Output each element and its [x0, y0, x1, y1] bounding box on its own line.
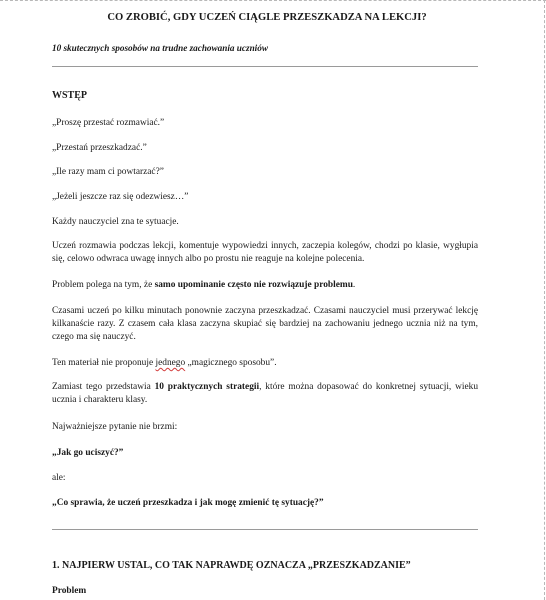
- spellcheck-underlined-word: jednego: [155, 358, 186, 368]
- divider-bottom: [52, 529, 478, 530]
- page-right-border: [544, 0, 545, 600]
- page-top-border: [0, 0, 546, 1]
- paragraph-instead-end: , które można dopasować do konkretnej sytuacji, wieku ucznia i charakteru klasy.: [52, 382, 479, 405]
- intro-heading: WSTĘP: [52, 90, 88, 101]
- paragraph-material-start: Ten materiał nie proponuje: [52, 358, 156, 368]
- document-title: CO ZROBIĆ, GDY UCZEŃ CIĄGLE PRZESZKADZA NA LEKCJI?: [107, 12, 427, 23]
- quote-4: „Jeżeli jeszcze raz się odezwiesz…”: [52, 192, 189, 202]
- paragraph-material: [52, 357, 478, 370]
- paragraph-instead: [52, 381, 478, 407]
- paragraph-instead-start: Zamiast tego przedstawia: [52, 382, 155, 392]
- quote-1: „Proszę przestać rozmawiać.”: [52, 118, 165, 128]
- paragraph-problem: [52, 279, 478, 292]
- paragraph-problem-end: .: [352, 280, 356, 290]
- paragraph-student: Uczeń rozmawia podczas lekcji, komentuje wypowiedzi innych, zaczepia kolegów, chodzi po klasie, wygłupia się, celowo odwraca uwagę innych albo po prostu nie reaguje na kolejne polecenia.: [52, 241, 478, 264]
- quote-bold-2: „Co sprawia, że uczeń przeszkadza i jak mogę zmienić tę sytuację?”: [52, 498, 324, 508]
- paragraph-material-end: „magicznego sposobu”.: [185, 358, 277, 368]
- paragraph-problem-bold: samo upominanie często nie rozwiązuje problemu: [154, 280, 353, 290]
- section1-subheading: Problem: [52, 586, 87, 596]
- paragraph-instead-bold: 10 praktycznych strategii: [154, 382, 260, 392]
- paragraph-but: ale:: [52, 473, 66, 483]
- quote-bold-1: „Jak go uciszyć?”: [52, 448, 124, 458]
- quote-3: „Ile razy mam ci powtarzać?”: [52, 167, 164, 177]
- quote-2: „Przestań przeszkadzać.”: [52, 143, 147, 153]
- paragraph-sometimes: Czasami uczeń po kilku minutach ponownie zaczyna przeszkadzać. Czasami nauczyciel musi przerywać lekcję kilkanaście razy. Z czasem cała klasa zaczyna skupiać się bardziej na zachowaniu jednego ucznia niż na tym, czego ma się nauczyć.: [52, 306, 478, 342]
- paragraph-everyone: Każdy nauczyciel zna te sytuacje.: [52, 217, 179, 227]
- paragraph-question: Najważniejsze pytanie nie brzmi:: [52, 422, 178, 432]
- paragraph-problem-start: Problem polega na tym, że: [52, 280, 155, 290]
- section1-heading: 1. NAJPIERW USTAL, CO TAK NAPRAWDĘ OZNACZA „PRZESZKADZANIE”: [52, 560, 411, 571]
- divider-top: [52, 66, 478, 67]
- document-subtitle: 10 skutecznych sposobów na trudne zachowania uczniów: [52, 43, 268, 53]
